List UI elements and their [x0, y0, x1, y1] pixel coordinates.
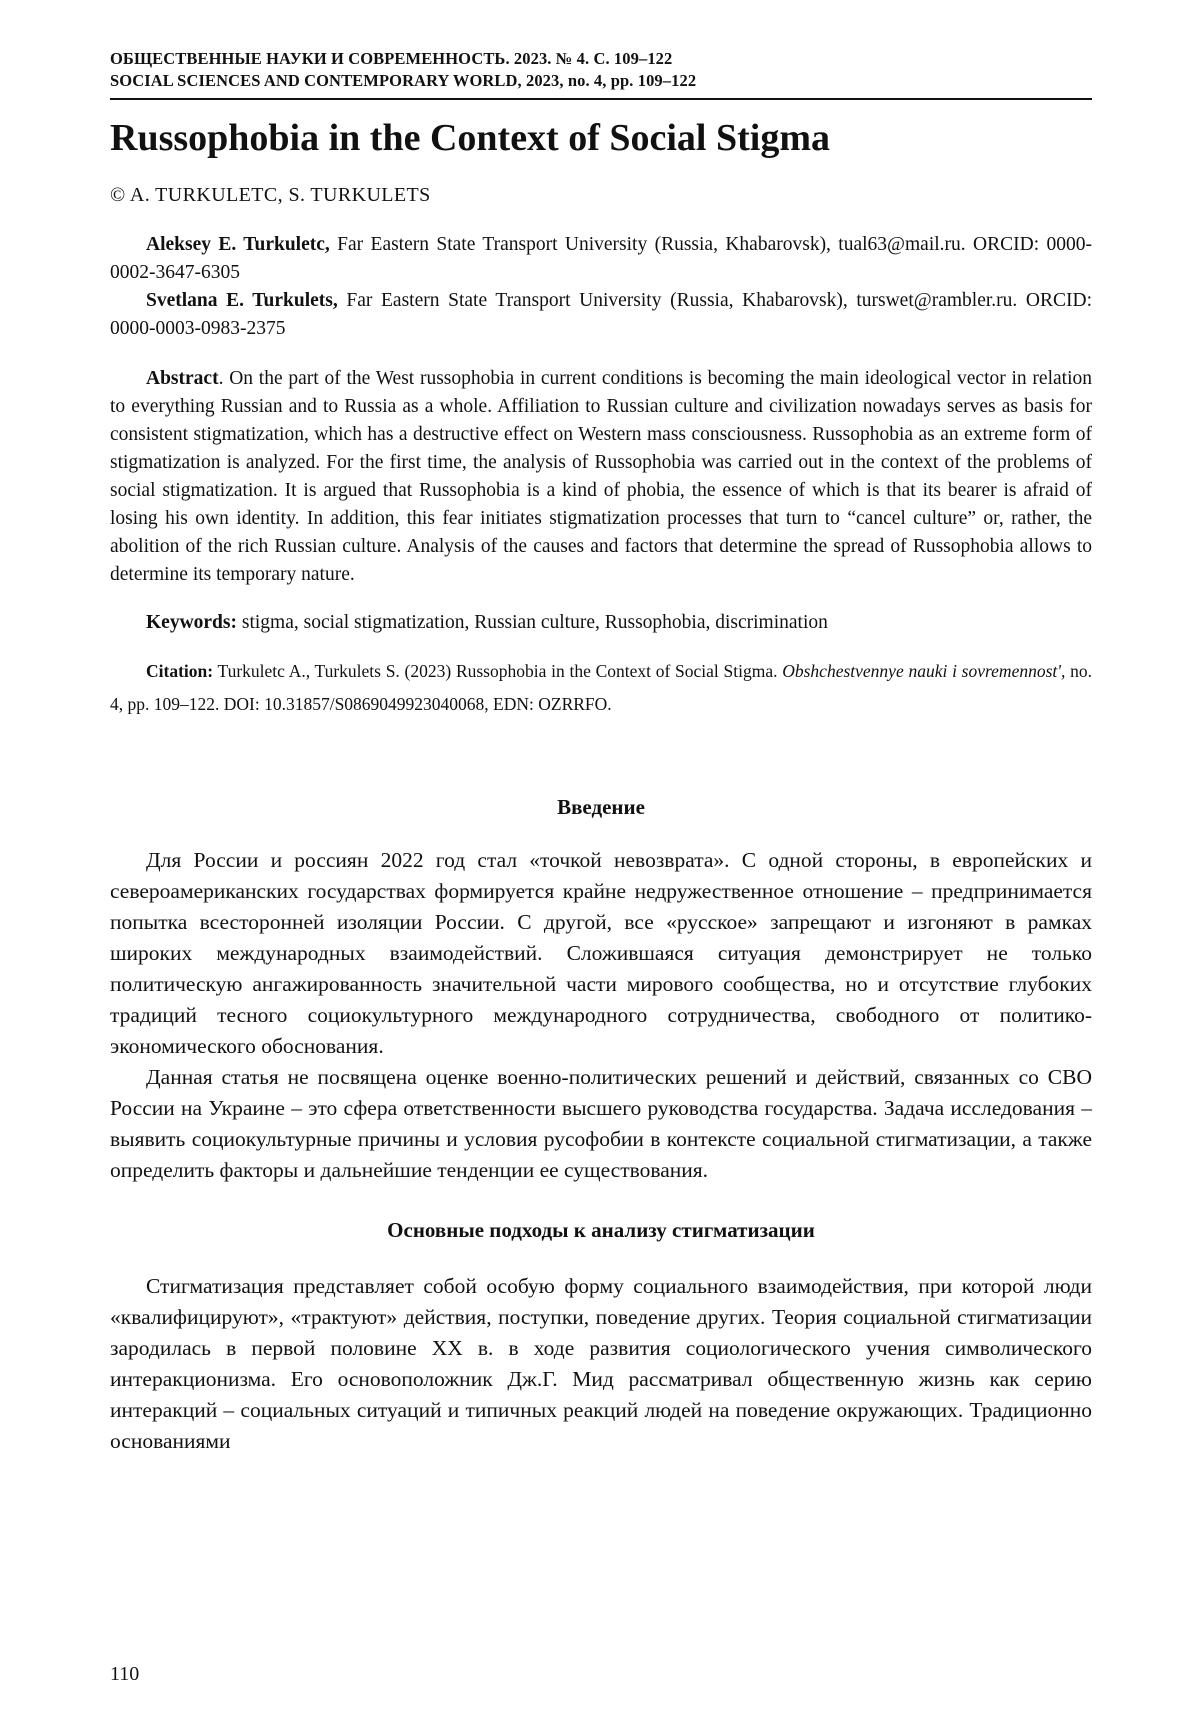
article-title: Russophobia in the Context of Social Stigma — [110, 117, 830, 159]
body-paragraph: Данная статья не посвящена оценке военно-политических решений и действий, связанных со СВО России на Украине – это сфера ответственности высшего руководства государства. Задача исследования – выявить социокультурные причины и условия русофобии в контексте социальной стигматизации, а также определить факторы и дальнейшие тенденции ее существования. — [110, 1065, 1092, 1182]
journal-header — [110, 48, 1092, 92]
section-heading-approaches: Основные подходы к анализу стигматизации — [387, 1218, 815, 1242]
copyright-line: © A. TURKULETC, S. TURKULETS — [110, 184, 431, 206]
body-paragraph: Для России и россиян 2022 год стал «точкой невозврата». С одной стороны, в европейских и североамериканских государствах формируется крайне недружественное отношение – предпринимается попытка всесторонней изоляции России. С другой, все «русское» запрещают и изгоняют в рамках широких международных взаимодействий. Сложившаяся ситуация демонстрирует не только политическую ангажированность значительной части мирового сообщества, но и отсутствие глубоких традиций тесного социокультурного международного сотрудничества, свободного от политико-экономического обоснования. — [110, 848, 1092, 1058]
author-affiliation: Far Eastern State Transport University (Russia, Khabarovsk), tual63@mail.ru. ORCID: 0000-0002-3647-6305 — [110, 234, 1092, 283]
header-rule — [110, 98, 1092, 100]
author-affiliation: Far Eastern State Transport University (Russia, Khabarovsk), turswet@rambler.ru. ORCID: 0000-0003-0983-2375 — [110, 290, 1092, 339]
journal-header-ru: ОБЩЕСТВЕННЫЕ НАУКИ И СОВРЕМЕННОСТЬ. 2023. № 4. С. 109–122 — [110, 49, 673, 68]
author-entry — [110, 287, 1092, 343]
keywords — [110, 609, 1092, 637]
author-block — [110, 231, 1092, 343]
author-entry — [110, 231, 1092, 287]
citation-journal: Obshchestvennye nauki i sovremennost', — [782, 661, 1066, 681]
journal-header-en: SOCIAL SCIENCES AND CONTEMPORARY WORLD, 2023, no. 4, pp. 109–122 — [110, 71, 697, 90]
abstract-label: Abstract — [146, 368, 219, 389]
keywords-label: Keywords: — [146, 612, 237, 633]
section-heading-introduction: Введение — [557, 795, 645, 819]
body-paragraph: Стигматизация представляет собой особую форму социального взаимодействия, при которой люди «квалифицируют», «трактуют» действия, поступки, поведение других. Теория социальной стигматизации зародилась в первой половине XX в. в ходе развития социологического учения символического интеракционизма. Его основоположник Дж.Г. Мид рассматривал общественную жизнь как серию интеракций – социальных ситуаций и типичных реакций людей на поведение окружающих. Традиционно основаниями — [110, 1274, 1092, 1453]
citation-details: no. 4, pp. 109–122. DOI: 10.31857/S086904992304006​8, EDN: OZRRFO. — [110, 661, 1092, 714]
citation-label: Citation: — [146, 661, 214, 681]
abstract-text: . On the part of the West russophobia in current conditions is becoming the main ideological vector in relation to everything Russian and to Russia as a whole. Affiliation to Russian culture and civilization nowadays serves as basis for consistent stigmatization, which has a destructive effect on Western mass consciousness. Russophobia as an extreme form of stigmatization is analyzed. For the first time, the analysis of Russophobia was carried out in the context of the problems of social stigmatization. It is argued that Russophobia is a kind of phobia, the essence of which is that its bearer is afraid of losing his own identity. In addition, this fear initiates stigmatization processes that turn to “cancel culture” or, rather, the abolition of the rich Russian culture. Analysis of the causes and factors that determine the spread of Russophobia allows to determine its temporary nature. — [110, 368, 1092, 585]
keywords-text: stigma, social stigmatization, Russian culture, Russophobia, discrimination — [237, 612, 828, 633]
article-page — [110, 48, 1092, 1457]
abstract — [110, 365, 1092, 589]
citation-text: Turkuletc A., Turkulets S. (2023) Russophobia in the Context of Social Stigma. — [213, 661, 783, 681]
author-name: Svetlana E. Turkulets, — [146, 290, 338, 311]
page-number: 110 — [110, 1663, 140, 1685]
citation — [110, 655, 1092, 721]
author-name: Aleksey E. Turkuletc, — [146, 234, 330, 255]
